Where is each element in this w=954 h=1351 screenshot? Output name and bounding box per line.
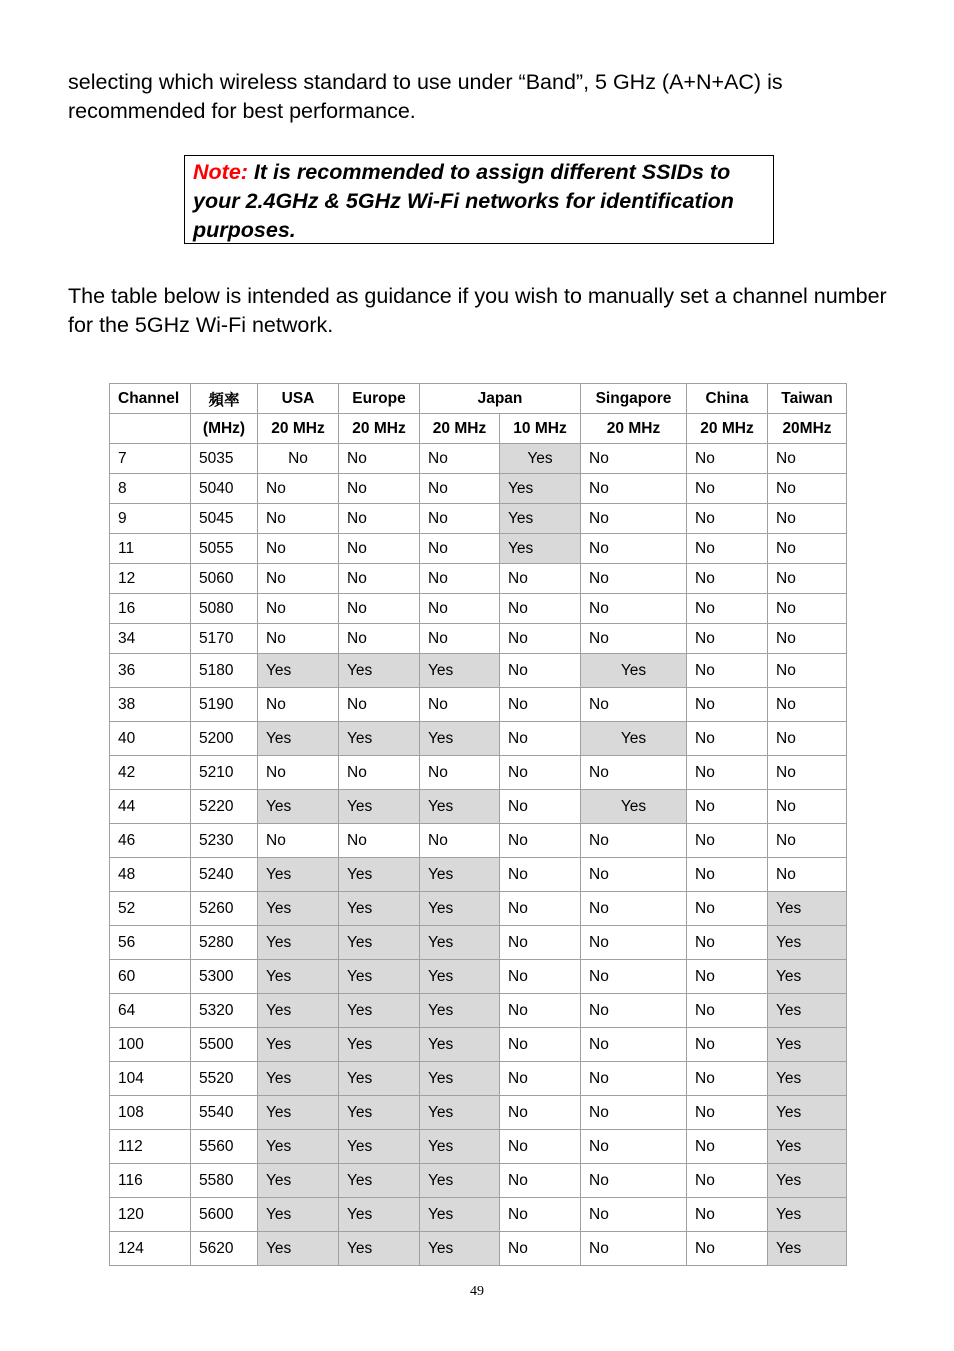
cell-frequency: 5220 bbox=[191, 790, 258, 824]
cell-usa: Yes bbox=[258, 1232, 339, 1266]
cell-channel: 48 bbox=[110, 858, 191, 892]
table-row bbox=[110, 564, 847, 594]
table-row bbox=[110, 474, 847, 504]
cell-channel: 9 bbox=[110, 504, 191, 534]
cell-frequency: 5190 bbox=[191, 688, 258, 722]
cell-singapore: No bbox=[581, 1096, 687, 1130]
table-row bbox=[110, 1232, 847, 1266]
cell-usa: No bbox=[258, 534, 339, 564]
cell-frequency: 5260 bbox=[191, 892, 258, 926]
cell-singapore: No bbox=[581, 960, 687, 994]
table-row bbox=[110, 926, 847, 960]
cell-europe: No bbox=[339, 474, 420, 504]
cell-frequency: 5500 bbox=[191, 1028, 258, 1062]
cell-europe: Yes bbox=[339, 654, 420, 688]
cell-frequency: 5230 bbox=[191, 824, 258, 858]
cell-usa: Yes bbox=[258, 654, 339, 688]
cell-europe: Yes bbox=[339, 858, 420, 892]
cell-taiwan: No bbox=[768, 790, 847, 824]
cell-taiwan: Yes bbox=[768, 1232, 847, 1266]
cell-taiwan: No bbox=[768, 474, 847, 504]
cell-channel: 112 bbox=[110, 1130, 191, 1164]
cell-usa: Yes bbox=[258, 858, 339, 892]
cell-frequency: 5580 bbox=[191, 1164, 258, 1198]
cell-japan-20: No bbox=[420, 756, 500, 790]
cell-frequency: 5300 bbox=[191, 960, 258, 994]
cell-japan-10: No bbox=[500, 594, 581, 624]
cell-japan-20: Yes bbox=[420, 1096, 500, 1130]
cell-usa: No bbox=[258, 824, 339, 858]
cell-singapore: No bbox=[581, 824, 687, 858]
cell-usa: Yes bbox=[258, 1096, 339, 1130]
cell-taiwan: No bbox=[768, 824, 847, 858]
cell-japan-20: Yes bbox=[420, 892, 500, 926]
cell-channel: 64 bbox=[110, 994, 191, 1028]
cell-taiwan: Yes bbox=[768, 1164, 847, 1198]
cell-europe: Yes bbox=[339, 1028, 420, 1062]
cell-frequency: 5045 bbox=[191, 504, 258, 534]
cell-japan-10: No bbox=[500, 1028, 581, 1062]
guidance-paragraph: The table below is intended as guidance if you wish to manually set a channel number for the 5GHz Wi-Fi network. bbox=[68, 284, 887, 337]
table-row bbox=[110, 994, 847, 1028]
cell-europe: No bbox=[339, 824, 420, 858]
cell-usa: No bbox=[258, 624, 339, 654]
cell-singapore: No bbox=[581, 858, 687, 892]
cell-europe: Yes bbox=[339, 1062, 420, 1096]
cell-japan-20: No bbox=[420, 688, 500, 722]
header-china-bandwidth: 20 MHz bbox=[687, 414, 768, 444]
cell-china: No bbox=[687, 1198, 768, 1232]
cell-europe: Yes bbox=[339, 790, 420, 824]
cell-channel: 116 bbox=[110, 1164, 191, 1198]
cell-europe: No bbox=[339, 504, 420, 534]
cell-taiwan: No bbox=[768, 444, 847, 474]
cell-channel: 108 bbox=[110, 1096, 191, 1130]
note-box bbox=[184, 155, 774, 244]
cell-channel: 36 bbox=[110, 654, 191, 688]
cell-usa: Yes bbox=[258, 1130, 339, 1164]
cell-china: No bbox=[687, 564, 768, 594]
cell-taiwan: No bbox=[768, 722, 847, 756]
cell-japan-10: No bbox=[500, 654, 581, 688]
cell-channel: 44 bbox=[110, 790, 191, 824]
cell-japan-10: Yes bbox=[500, 474, 581, 504]
cell-singapore: No bbox=[581, 994, 687, 1028]
cell-frequency: 5240 bbox=[191, 858, 258, 892]
cell-singapore: No bbox=[581, 688, 687, 722]
cell-japan-20: Yes bbox=[420, 790, 500, 824]
cell-frequency: 5200 bbox=[191, 722, 258, 756]
cell-china: No bbox=[687, 892, 768, 926]
cell-channel: 52 bbox=[110, 892, 191, 926]
cell-channel: 124 bbox=[110, 1232, 191, 1266]
cell-japan-10: Yes bbox=[500, 444, 581, 474]
cell-japan-20: Yes bbox=[420, 722, 500, 756]
table-row bbox=[110, 688, 847, 722]
cell-frequency: 5080 bbox=[191, 594, 258, 624]
cell-channel: 120 bbox=[110, 1198, 191, 1232]
cell-japan-20: Yes bbox=[420, 654, 500, 688]
cell-china: No bbox=[687, 444, 768, 474]
cell-china: No bbox=[687, 722, 768, 756]
cell-usa: No bbox=[258, 564, 339, 594]
cell-singapore: Yes bbox=[581, 654, 687, 688]
cell-europe: Yes bbox=[339, 1232, 420, 1266]
cell-frequency: 5560 bbox=[191, 1130, 258, 1164]
cell-usa: No bbox=[258, 444, 339, 474]
table-row bbox=[110, 892, 847, 926]
cell-channel: 16 bbox=[110, 594, 191, 624]
cell-singapore: No bbox=[581, 474, 687, 504]
cell-frequency: 5180 bbox=[191, 654, 258, 688]
cell-europe: No bbox=[339, 688, 420, 722]
cell-singapore: No bbox=[581, 1164, 687, 1198]
cell-china: No bbox=[687, 504, 768, 534]
cell-singapore: No bbox=[581, 564, 687, 594]
cell-channel: 56 bbox=[110, 926, 191, 960]
cell-japan-20: No bbox=[420, 504, 500, 534]
cell-europe: No bbox=[339, 594, 420, 624]
cell-usa: Yes bbox=[258, 790, 339, 824]
cell-japan-10: No bbox=[500, 892, 581, 926]
cell-channel: 42 bbox=[110, 756, 191, 790]
cell-taiwan: No bbox=[768, 624, 847, 654]
table-row bbox=[110, 824, 847, 858]
cell-taiwan: Yes bbox=[768, 994, 847, 1028]
cell-japan-10: No bbox=[500, 756, 581, 790]
cell-singapore: No bbox=[581, 926, 687, 960]
cell-channel: 60 bbox=[110, 960, 191, 994]
cell-japan-20: Yes bbox=[420, 1130, 500, 1164]
cell-china: No bbox=[687, 1232, 768, 1266]
cell-channel: 7 bbox=[110, 444, 191, 474]
cell-china: No bbox=[687, 624, 768, 654]
header-singapore-bandwidth: 20 MHz bbox=[581, 414, 687, 444]
cell-europe: No bbox=[339, 444, 420, 474]
cell-china: No bbox=[687, 960, 768, 994]
cell-taiwan: Yes bbox=[768, 1028, 847, 1062]
cell-europe: Yes bbox=[339, 994, 420, 1028]
cell-china: No bbox=[687, 534, 768, 564]
cell-frequency: 5055 bbox=[191, 534, 258, 564]
cell-japan-20: Yes bbox=[420, 1232, 500, 1266]
cell-japan-20: Yes bbox=[420, 994, 500, 1028]
cell-frequency: 5170 bbox=[191, 624, 258, 654]
table-row bbox=[110, 594, 847, 624]
header-china: China bbox=[687, 384, 768, 414]
cell-japan-20: No bbox=[420, 564, 500, 594]
cell-europe: Yes bbox=[339, 1198, 420, 1232]
cell-japan-10: No bbox=[500, 1130, 581, 1164]
cell-taiwan: Yes bbox=[768, 892, 847, 926]
header-europe: Europe bbox=[339, 384, 420, 414]
page-number: 49 bbox=[470, 1284, 484, 1299]
cell-japan-10: No bbox=[500, 1232, 581, 1266]
cell-china: No bbox=[687, 1062, 768, 1096]
cell-channel: 46 bbox=[110, 824, 191, 858]
cell-usa: No bbox=[258, 594, 339, 624]
cell-channel: 104 bbox=[110, 1062, 191, 1096]
cell-taiwan: No bbox=[768, 756, 847, 790]
cell-europe: Yes bbox=[339, 1096, 420, 1130]
cell-taiwan: No bbox=[768, 654, 847, 688]
cell-europe: Yes bbox=[339, 722, 420, 756]
cell-frequency: 5040 bbox=[191, 474, 258, 504]
cell-singapore: No bbox=[581, 892, 687, 926]
cell-china: No bbox=[687, 1130, 768, 1164]
cell-singapore: No bbox=[581, 594, 687, 624]
table-row bbox=[110, 534, 847, 564]
cell-taiwan: Yes bbox=[768, 1062, 847, 1096]
cell-singapore: Yes bbox=[581, 722, 687, 756]
cell-channel: 100 bbox=[110, 1028, 191, 1062]
cell-japan-20: No bbox=[420, 624, 500, 654]
table-row bbox=[110, 504, 847, 534]
cell-usa: No bbox=[258, 474, 339, 504]
header-europe-bandwidth: 20 MHz bbox=[339, 414, 420, 444]
header-channel-cont bbox=[110, 414, 191, 444]
cell-usa: No bbox=[258, 504, 339, 534]
cell-china: No bbox=[687, 474, 768, 504]
cell-frequency: 5035 bbox=[191, 444, 258, 474]
cell-japan-20: No bbox=[420, 474, 500, 504]
cell-taiwan: No bbox=[768, 534, 847, 564]
note-text: It is recommended to assign different SSIDs to your 2.4GHz & 5GHz Wi-Fi networks for identification purposes. bbox=[193, 160, 734, 242]
cell-japan-10: Yes bbox=[500, 504, 581, 534]
cell-taiwan: Yes bbox=[768, 1198, 847, 1232]
cell-singapore: No bbox=[581, 1232, 687, 1266]
cell-channel: 8 bbox=[110, 474, 191, 504]
cell-channel: 38 bbox=[110, 688, 191, 722]
table-row bbox=[110, 654, 847, 688]
cell-usa: Yes bbox=[258, 926, 339, 960]
cell-japan-10: No bbox=[500, 994, 581, 1028]
cell-europe: No bbox=[339, 756, 420, 790]
cell-europe: Yes bbox=[339, 892, 420, 926]
cell-singapore: No bbox=[581, 624, 687, 654]
table-row bbox=[110, 1130, 847, 1164]
cell-taiwan: Yes bbox=[768, 960, 847, 994]
cell-japan-20: Yes bbox=[420, 1164, 500, 1198]
cell-singapore: No bbox=[581, 1062, 687, 1096]
cell-frequency: 5540 bbox=[191, 1096, 258, 1130]
cell-china: No bbox=[687, 926, 768, 960]
header-singapore: Singapore bbox=[581, 384, 687, 414]
cell-europe: No bbox=[339, 564, 420, 594]
cell-japan-10: No bbox=[500, 1096, 581, 1130]
cell-japan-10: No bbox=[500, 688, 581, 722]
cell-frequency: 5210 bbox=[191, 756, 258, 790]
cell-singapore: No bbox=[581, 534, 687, 564]
header-taiwan: Taiwan bbox=[768, 384, 847, 414]
cell-singapore: No bbox=[581, 756, 687, 790]
header-japan-bandwidth-10: 10 MHz bbox=[500, 414, 581, 444]
header-usa: USA bbox=[258, 384, 339, 414]
table-row bbox=[110, 1198, 847, 1232]
table-row bbox=[110, 858, 847, 892]
cell-japan-10: No bbox=[500, 1062, 581, 1096]
cell-japan-20: Yes bbox=[420, 926, 500, 960]
cell-taiwan: No bbox=[768, 858, 847, 892]
cell-japan-20: Yes bbox=[420, 858, 500, 892]
cell-japan-10: Yes bbox=[500, 534, 581, 564]
table-row bbox=[110, 444, 847, 474]
cell-china: No bbox=[687, 790, 768, 824]
header-japan-bandwidth-20: 20 MHz bbox=[420, 414, 500, 444]
cell-usa: Yes bbox=[258, 960, 339, 994]
cell-china: No bbox=[687, 654, 768, 688]
cell-taiwan: Yes bbox=[768, 1130, 847, 1164]
cell-frequency: 5520 bbox=[191, 1062, 258, 1096]
cell-china: No bbox=[687, 594, 768, 624]
cell-japan-10: No bbox=[500, 790, 581, 824]
table-row bbox=[110, 1062, 847, 1096]
cell-singapore: No bbox=[581, 504, 687, 534]
cell-japan-20: Yes bbox=[420, 1198, 500, 1232]
cell-usa: No bbox=[258, 756, 339, 790]
cell-frequency: 5320 bbox=[191, 994, 258, 1028]
cell-usa: Yes bbox=[258, 722, 339, 756]
cell-frequency: 5280 bbox=[191, 926, 258, 960]
cell-singapore: Yes bbox=[581, 790, 687, 824]
cell-usa: No bbox=[258, 688, 339, 722]
cell-japan-10: No bbox=[500, 722, 581, 756]
cell-japan-20: No bbox=[420, 444, 500, 474]
cell-frequency: 5600 bbox=[191, 1198, 258, 1232]
table-row bbox=[110, 1096, 847, 1130]
cell-europe: Yes bbox=[339, 960, 420, 994]
cell-singapore: No bbox=[581, 1028, 687, 1062]
intro-paragraph: selecting which wireless standard to use under “Band”, 5 GHz (A+N+AC) is recommended for best performance. bbox=[68, 70, 783, 123]
cell-china: No bbox=[687, 756, 768, 790]
table-row bbox=[110, 1028, 847, 1062]
channel-table-body bbox=[110, 444, 847, 1266]
cell-europe: Yes bbox=[339, 926, 420, 960]
cell-usa: Yes bbox=[258, 1164, 339, 1198]
cell-china: No bbox=[687, 824, 768, 858]
cell-china: No bbox=[687, 1028, 768, 1062]
cell-usa: Yes bbox=[258, 892, 339, 926]
cell-china: No bbox=[687, 1096, 768, 1130]
cell-japan-20: No bbox=[420, 534, 500, 564]
cell-japan-10: No bbox=[500, 858, 581, 892]
header-japan: Japan bbox=[420, 384, 581, 414]
cell-japan-10: No bbox=[500, 960, 581, 994]
cell-japan-20: Yes bbox=[420, 1062, 500, 1096]
cell-taiwan: Yes bbox=[768, 1096, 847, 1130]
cell-japan-10: No bbox=[500, 926, 581, 960]
cell-channel: 34 bbox=[110, 624, 191, 654]
cell-europe: Yes bbox=[339, 1164, 420, 1198]
cell-japan-10: No bbox=[500, 624, 581, 654]
cell-frequency: 5060 bbox=[191, 564, 258, 594]
cell-usa: Yes bbox=[258, 1198, 339, 1232]
table-row bbox=[110, 790, 847, 824]
cell-europe: No bbox=[339, 534, 420, 564]
cell-china: No bbox=[687, 994, 768, 1028]
table-row bbox=[110, 722, 847, 756]
cell-taiwan: No bbox=[768, 594, 847, 624]
cell-channel: 12 bbox=[110, 564, 191, 594]
channel-table bbox=[109, 383, 847, 1266]
cell-japan-10: No bbox=[500, 1198, 581, 1232]
cell-japan-10: No bbox=[500, 1164, 581, 1198]
header-taiwan-bandwidth: 20MHz bbox=[768, 414, 847, 444]
note-label: Note: bbox=[193, 160, 248, 184]
cell-frequency: 5620 bbox=[191, 1232, 258, 1266]
cell-usa: Yes bbox=[258, 1062, 339, 1096]
cell-china: No bbox=[687, 688, 768, 722]
cell-taiwan: No bbox=[768, 564, 847, 594]
cell-channel: 11 bbox=[110, 534, 191, 564]
header-usa-bandwidth: 20 MHz bbox=[258, 414, 339, 444]
table-row bbox=[110, 960, 847, 994]
table-row bbox=[110, 624, 847, 654]
cell-europe: Yes bbox=[339, 1130, 420, 1164]
cell-japan-10: No bbox=[500, 564, 581, 594]
cell-usa: Yes bbox=[258, 994, 339, 1028]
cell-taiwan: No bbox=[768, 504, 847, 534]
cell-japan-20: No bbox=[420, 824, 500, 858]
cell-china: No bbox=[687, 1164, 768, 1198]
cell-japan-20: Yes bbox=[420, 960, 500, 994]
header-frequency-unit: (MHz) bbox=[191, 414, 258, 444]
header-channel: Channel bbox=[110, 384, 191, 414]
cell-europe: No bbox=[339, 624, 420, 654]
cell-japan-20: Yes bbox=[420, 1028, 500, 1062]
cell-china: No bbox=[687, 858, 768, 892]
cell-japan-20: No bbox=[420, 594, 500, 624]
cell-singapore: No bbox=[581, 444, 687, 474]
cell-taiwan: Yes bbox=[768, 926, 847, 960]
table-row bbox=[110, 1164, 847, 1198]
cell-japan-10: No bbox=[500, 824, 581, 858]
cell-usa: Yes bbox=[258, 1028, 339, 1062]
header-frequency: 頻率 bbox=[191, 384, 258, 414]
cell-singapore: No bbox=[581, 1130, 687, 1164]
cell-taiwan: No bbox=[768, 688, 847, 722]
cell-channel: 40 bbox=[110, 722, 191, 756]
table-row bbox=[110, 756, 847, 790]
cell-singapore: No bbox=[581, 1198, 687, 1232]
